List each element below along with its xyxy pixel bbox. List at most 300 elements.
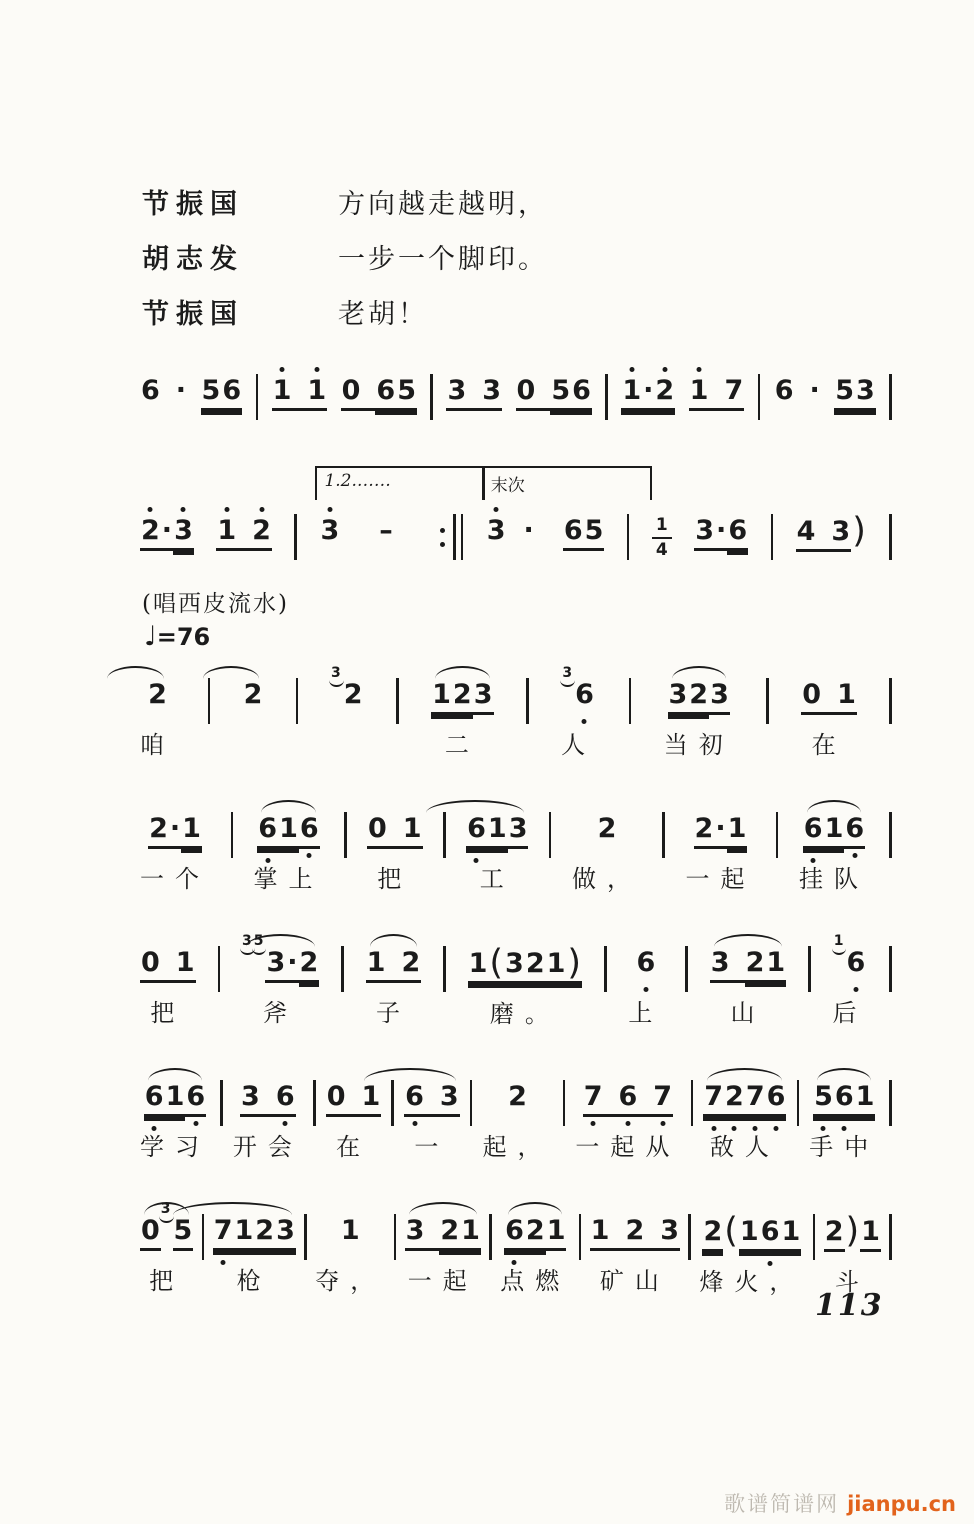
note: 1 <box>621 376 642 411</box>
notes-row <box>834 360 876 411</box>
performance-note: (唱西皮流水) <box>142 591 289 617</box>
octave-dot-above <box>327 507 332 512</box>
barline <box>758 374 761 420</box>
note: 3 <box>275 1216 296 1251</box>
barline <box>231 812 234 858</box>
note-group <box>272 360 328 411</box>
notes-row <box>702 1200 801 1252</box>
page-number: 113 <box>815 1288 884 1323</box>
notes-row <box>140 360 187 411</box>
note: 6 <box>275 1082 296 1117</box>
barline <box>889 1214 892 1260</box>
note: 0 <box>140 1216 161 1251</box>
note: 1 <box>181 814 202 849</box>
lyric-text: 一起 <box>407 1267 478 1295</box>
note <box>604 1112 618 1117</box>
note: 5 <box>834 376 855 411</box>
notes-row <box>319 500 417 551</box>
time-signature-denominator: 4 <box>655 539 668 560</box>
slur-tie <box>817 1068 871 1081</box>
note: 1 <box>860 1217 881 1252</box>
notes-row <box>774 360 821 411</box>
note <box>535 546 563 551</box>
octave-dot-below <box>852 853 857 858</box>
barline <box>344 812 347 858</box>
note-group <box>201 360 243 411</box>
vocal-line-1 <box>140 664 892 760</box>
note: – <box>379 515 393 546</box>
slur-tie <box>426 800 524 813</box>
repeat-dots-icon <box>440 528 445 547</box>
dialogue-row <box>142 292 548 330</box>
barline <box>313 1080 316 1126</box>
note: 6 <box>774 375 794 406</box>
note: ) <box>845 1211 860 1251</box>
grace-note: 3 <box>160 1201 171 1217</box>
note: 3 <box>855 376 876 411</box>
barline <box>889 946 892 992</box>
note: 1 <box>366 948 387 983</box>
note <box>816 547 830 552</box>
barline <box>685 946 688 992</box>
note: 5 <box>201 376 222 411</box>
tempo-value: =76 <box>156 623 211 651</box>
note <box>161 406 175 411</box>
octave-dot-below <box>811 858 816 863</box>
note-group <box>685 798 755 894</box>
note: 1 <box>824 814 845 849</box>
barline <box>461 514 464 560</box>
octave-dot-above <box>662 367 667 372</box>
lyric-text: 一起从 <box>575 1133 681 1161</box>
note: · <box>523 515 534 546</box>
notes-row <box>140 500 194 551</box>
note: 1 <box>233 1216 254 1251</box>
barline <box>579 1214 582 1260</box>
note: 2 <box>525 949 546 984</box>
octave-dot-above <box>279 367 284 372</box>
note-group <box>799 798 869 894</box>
note <box>340 546 378 551</box>
octave-dot-below <box>582 719 587 724</box>
octave-dot-below <box>732 1126 737 1131</box>
barline <box>489 1214 492 1260</box>
note-group <box>710 932 786 1028</box>
note: 1 <box>360 1082 381 1117</box>
lyric-text: 斧 <box>263 999 299 1027</box>
note <box>467 406 481 411</box>
slur-tie <box>409 1202 477 1215</box>
notes-row <box>340 1200 361 1251</box>
barline <box>771 514 774 560</box>
note: 6 <box>141 375 160 406</box>
note: 2 <box>724 1082 745 1117</box>
slur-tie <box>148 1068 202 1081</box>
octave-dot-above <box>224 507 229 512</box>
note: 1 <box>590 1216 611 1251</box>
notes-row <box>694 500 748 551</box>
note: 1 <box>836 680 857 715</box>
note: 2 <box>597 813 617 844</box>
octave-dot-below <box>643 987 648 992</box>
note: 2 <box>439 1216 460 1251</box>
note: 5 <box>584 516 605 551</box>
note <box>161 978 175 983</box>
note: 7 <box>745 1082 766 1117</box>
notes-row <box>213 1200 296 1251</box>
lyric-text: 敌人 <box>709 1133 780 1161</box>
note: 7 <box>652 1082 673 1117</box>
note-group <box>572 798 642 894</box>
note: · <box>809 375 820 406</box>
lyric-text: 开会 <box>232 1133 303 1161</box>
lyric-text: 斗 <box>834 1268 870 1296</box>
note: 3 <box>709 680 730 715</box>
interlude-line-1 <box>140 360 892 420</box>
lyric-text: 后 <box>832 999 868 1027</box>
note <box>292 406 306 411</box>
note-group <box>213 1200 296 1296</box>
interlude-line-2 <box>140 471 892 560</box>
note <box>361 406 375 411</box>
notes-row <box>486 500 605 551</box>
note: 2 <box>254 1216 275 1251</box>
note: 1 <box>689 376 710 411</box>
lyric-text: 把 <box>377 865 413 893</box>
lyric-text: 把 <box>150 999 186 1027</box>
lyric-text: 烽火， <box>699 1268 805 1296</box>
note <box>536 406 550 411</box>
lyric-text: 在 <box>811 731 847 759</box>
octave-dot-above <box>259 507 264 512</box>
dialogue-text: 方向越走越明， <box>338 189 548 220</box>
note-group <box>431 664 493 760</box>
notes-row <box>242 932 319 983</box>
note-group <box>699 1200 804 1297</box>
notes-row <box>504 1200 566 1251</box>
dialogue-row <box>142 182 548 220</box>
lyric-text: 一 <box>414 1133 450 1161</box>
note: 4 <box>796 517 817 552</box>
note-group <box>140 798 210 894</box>
note: 2 <box>400 948 421 983</box>
octave-dot-below <box>193 1121 198 1126</box>
notes-row <box>367 798 423 849</box>
barline <box>605 374 608 420</box>
notes-row <box>562 664 595 715</box>
note: 1 <box>468 949 489 984</box>
note: 3 <box>473 680 494 715</box>
lyric-text: 挂队 <box>798 865 869 893</box>
barline <box>526 678 529 724</box>
octave-dot-below <box>152 1126 157 1131</box>
barline <box>202 1214 205 1260</box>
barline <box>889 514 892 560</box>
lyric-text: 在 <box>335 1133 371 1161</box>
note-group <box>341 360 417 411</box>
note: 3 <box>508 814 529 849</box>
notes-row <box>710 932 786 983</box>
notes-row <box>144 1066 206 1117</box>
octave-dot-below <box>753 1126 758 1131</box>
note-group <box>664 664 734 760</box>
note-group <box>575 1066 680 1162</box>
note: 6 <box>504 1216 525 1251</box>
note: 7 <box>723 376 744 411</box>
note: 6 <box>404 1082 425 1117</box>
octave-dot-below <box>512 1260 517 1265</box>
note: · <box>161 516 173 551</box>
note-group <box>486 476 605 551</box>
slur-tie <box>435 666 489 679</box>
note-group <box>561 664 596 760</box>
note-group <box>824 1200 881 1297</box>
octave-dot-below <box>768 1261 773 1266</box>
note: 5 <box>550 376 571 411</box>
note <box>386 978 400 983</box>
note-group <box>801 664 857 760</box>
note: 1 <box>739 1217 760 1252</box>
note: · <box>715 516 727 551</box>
barline <box>256 374 259 420</box>
note: · <box>175 375 187 406</box>
dialogue-block <box>142 182 548 347</box>
note: 3 <box>439 1082 460 1117</box>
note: 7 <box>583 1082 604 1117</box>
note <box>645 1246 659 1251</box>
barline <box>470 1080 473 1126</box>
time-signature <box>652 516 672 559</box>
note <box>822 710 836 715</box>
note: 2 <box>824 1217 845 1252</box>
note: 2 <box>243 679 263 710</box>
note-group <box>140 500 194 551</box>
note-group <box>140 1066 210 1162</box>
speaker-name: 节振国 <box>142 299 244 330</box>
note-group <box>466 798 528 894</box>
note: 1 <box>272 376 293 411</box>
lyric-text: 把 <box>149 1267 185 1295</box>
barline <box>296 678 299 724</box>
note: 2 <box>140 516 161 551</box>
note: 0 <box>140 948 161 983</box>
barline <box>889 374 892 420</box>
grace-note: 5 <box>253 933 264 949</box>
notes-row <box>147 664 168 715</box>
dialogue-text: 老胡！ <box>338 299 428 330</box>
octave-dot-below <box>774 1126 779 1131</box>
note-group <box>694 500 748 551</box>
lyric-text: 一起 <box>685 865 756 893</box>
note-group <box>833 932 868 1028</box>
note-group <box>796 500 867 552</box>
note-group <box>331 664 364 755</box>
octave-dot-above <box>697 367 702 372</box>
barline <box>688 1214 691 1260</box>
notes-row <box>404 1066 460 1117</box>
note: 6 <box>636 948 657 983</box>
notes-row <box>516 360 592 411</box>
lyric-text: 咱 <box>140 731 175 759</box>
slur-tie <box>672 666 726 679</box>
lyric-text: 一个 <box>140 865 210 893</box>
slur-tie <box>707 1068 782 1081</box>
lyric-text: 夺， <box>315 1267 386 1295</box>
note: ( <box>489 943 504 983</box>
barline <box>629 678 632 724</box>
note: 3 <box>173 516 194 551</box>
note <box>731 978 745 983</box>
notes-row <box>636 932 657 983</box>
barline <box>453 514 456 560</box>
notes-row <box>405 1200 481 1251</box>
barline <box>889 678 892 724</box>
note: 6 <box>257 814 278 849</box>
barline <box>394 1214 397 1260</box>
notes-row <box>803 798 865 849</box>
barline <box>889 812 892 858</box>
note: 7 <box>703 1082 724 1117</box>
note: 6 <box>563 516 584 551</box>
lyric-text: 二 <box>444 731 480 759</box>
slur-tie <box>714 934 782 947</box>
grace-note: 3 <box>562 665 573 681</box>
notes-row <box>466 798 528 849</box>
note: 2 <box>702 1217 723 1252</box>
note <box>346 1112 360 1117</box>
watermark-site-name: 歌谱简谱网 <box>724 1492 840 1516</box>
note: ) <box>567 943 582 983</box>
note <box>394 546 418 551</box>
barline <box>391 1080 394 1126</box>
notes-row <box>694 798 748 849</box>
note: 6 <box>185 1082 206 1117</box>
notes-row <box>813 1066 875 1117</box>
note: 1 <box>855 1082 876 1117</box>
note-group <box>140 664 175 760</box>
dialogue-text: 一步一个脚印。 <box>338 244 548 275</box>
note: · <box>286 948 298 983</box>
lyric-text: 工 <box>479 865 515 893</box>
slur-tie <box>807 800 861 813</box>
note: 0 <box>341 376 362 411</box>
note: 6 <box>760 1217 781 1252</box>
notes-row <box>583 1066 673 1117</box>
note: 2 <box>624 1216 645 1251</box>
note <box>638 1112 652 1117</box>
barline <box>604 946 607 992</box>
grace-note: 1 <box>833 933 844 949</box>
dialogue-row <box>142 237 548 275</box>
barline <box>797 1080 800 1126</box>
note: 2 <box>452 680 473 715</box>
octave-dot-below <box>221 1260 226 1265</box>
notes-row <box>201 360 243 411</box>
octave-dot-below <box>660 1121 665 1126</box>
note: 3 <box>668 680 689 715</box>
note <box>610 1246 624 1251</box>
notes-row <box>468 932 583 984</box>
note: 6 <box>466 814 487 849</box>
note: 6 <box>144 1082 165 1117</box>
octave-dot-below <box>842 1126 847 1131</box>
note-group <box>446 360 502 411</box>
octave-dot-below <box>412 1121 417 1126</box>
barline <box>889 1080 892 1126</box>
note-group <box>140 932 196 1028</box>
notes-row <box>243 664 264 715</box>
note-group <box>233 1066 303 1162</box>
note: 3 <box>405 1216 426 1251</box>
note-group <box>242 932 319 1028</box>
vocal-line-2 <box>140 798 892 894</box>
note-group <box>628 932 663 1028</box>
watermark <box>724 1488 956 1518</box>
notes-row <box>140 932 196 983</box>
barline <box>304 1214 307 1260</box>
octave-dot-below <box>265 858 270 863</box>
notes-row <box>216 500 272 551</box>
note: ) <box>852 511 866 551</box>
note: 1 <box>175 948 196 983</box>
barline <box>813 1214 816 1260</box>
barline <box>808 946 811 992</box>
note: 2 <box>654 376 675 411</box>
notes-row <box>431 664 493 715</box>
note: ( <box>724 1211 738 1251</box>
note: 3 <box>265 948 286 983</box>
notes-row <box>796 500 867 552</box>
tempo-marking <box>144 621 210 652</box>
note-group <box>140 360 187 411</box>
speaker-name: 胡志发 <box>142 244 244 275</box>
note: 1 <box>546 949 567 984</box>
notes-row <box>590 1200 680 1251</box>
barline <box>294 514 297 560</box>
note: 2 <box>299 948 320 983</box>
note: 6 <box>727 516 748 551</box>
note: 1 <box>340 1215 360 1246</box>
note: 3 <box>694 516 715 551</box>
note <box>507 546 523 551</box>
note-group <box>468 932 583 1029</box>
note: 2 <box>251 516 272 551</box>
note-group <box>315 1200 385 1296</box>
notes-row <box>331 664 364 715</box>
note: 1 <box>727 814 748 849</box>
note: 1 <box>781 1217 802 1252</box>
note: 1 <box>216 516 237 551</box>
slur-tie <box>370 934 418 947</box>
note-group <box>500 1200 570 1296</box>
note: 2 <box>525 1216 546 1251</box>
octave-dot-above <box>148 507 153 512</box>
barline <box>430 374 433 420</box>
notes-row <box>446 360 502 411</box>
note-group <box>516 360 592 411</box>
note: 6 <box>803 814 824 849</box>
note: · <box>642 376 654 411</box>
note-group <box>621 360 675 411</box>
note: 1 <box>546 1216 567 1251</box>
note: 6 <box>618 1082 639 1117</box>
note: 2 <box>694 814 715 849</box>
note-group <box>319 471 417 551</box>
note: 1 <box>431 680 452 715</box>
slur-tie <box>203 666 260 679</box>
note: 3 <box>504 949 525 984</box>
note: 6 <box>299 814 320 849</box>
